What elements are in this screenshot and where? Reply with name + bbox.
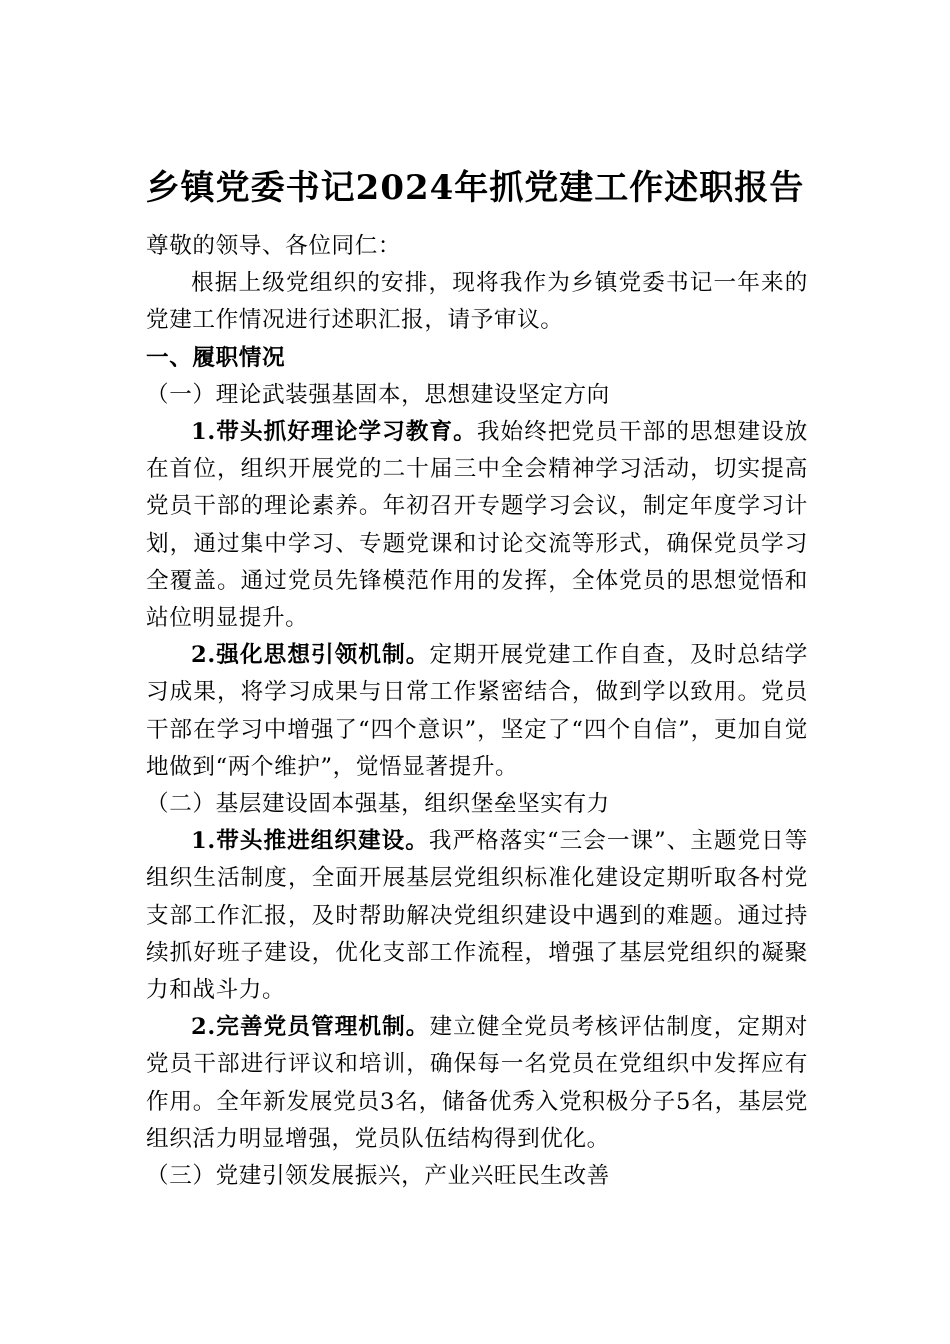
paragraph-thought-guidance xyxy=(146,637,808,786)
paragraph-theory-study xyxy=(146,414,808,637)
item-text: 定期开展党建工作自查，及时总结学习成果，将学习成果与日常工作紧密结合，做到学以致用。党员干部在学习中增强了“四个意识”，坚定了“四个自信”，更加自觉地做到“两个维护”，觉悟显著提升。 xyxy=(146,642,808,780)
item-lead: 2.完善党员管理机制。 xyxy=(191,1014,430,1041)
item-text: 我严格落实“三会一课”、主题党日等组织生活制度，全面开展基层党组织标准化建设定期听取各村党支部工作汇报，及时帮助解决党组织建设中遇到的难题。通过持续抓好班子建设，优化支部工作流程，增强了基层党组织的凝聚力和战斗力。 xyxy=(146,828,808,1004)
section-heading-performance: 一、履职情况 xyxy=(146,344,286,371)
document-title: 乡镇党委书记2024年抓党建工作述职报告 xyxy=(145,168,805,208)
subsection-heading-grassroots: （二）基层建设固本强基，组织堡垒坚实有力 xyxy=(146,791,610,818)
paragraph-organization-building xyxy=(146,823,808,1009)
intro-paragraph: 根据上级党组织的安排，现将我作为乡镇党委书记一年来的党建工作情况进行述职汇报，请予审议。 xyxy=(146,270,808,334)
item-text: 建立健全党员考核评估制度，定期对党员干部进行评议和培训，确保每一名党员在党组织中发挥应有作用。全年新发展党员3名，储备优秀入党积极分子5名，基层党组织活力明显增强，党员队伍结构得到优化。 xyxy=(146,1014,808,1152)
item-lead: 2.强化思想引领机制。 xyxy=(191,642,430,669)
paragraph-member-management xyxy=(146,1009,808,1158)
item-text: 我始终把党员干部的思想建设放在首位，组织开展党的二十届三中全会精神学习活动，切实提高党员干部的理论素养。年初召开专题学习会议，制定年度学习计划，通过集中学习、专题党课和讨论交流等形式，确保党员学习全覆盖。通过党员先锋模范作用的发挥，全体党员的思想觉悟和站位明显提升。 xyxy=(146,419,808,632)
subsection-heading-theory: （一）理论武装强基固本，思想建设坚定方向 xyxy=(146,381,610,408)
document-body xyxy=(146,228,808,1195)
item-lead: 1.带头推进组织建设。 xyxy=(191,828,429,855)
item-lead: 1.带头抓好理论学习教育。 xyxy=(191,419,477,446)
salutation: 尊敬的领导、各位同仁： xyxy=(146,233,402,259)
subsection-heading-development: （三）党建引领发展振兴，产业兴旺民生改善 xyxy=(146,1163,610,1190)
